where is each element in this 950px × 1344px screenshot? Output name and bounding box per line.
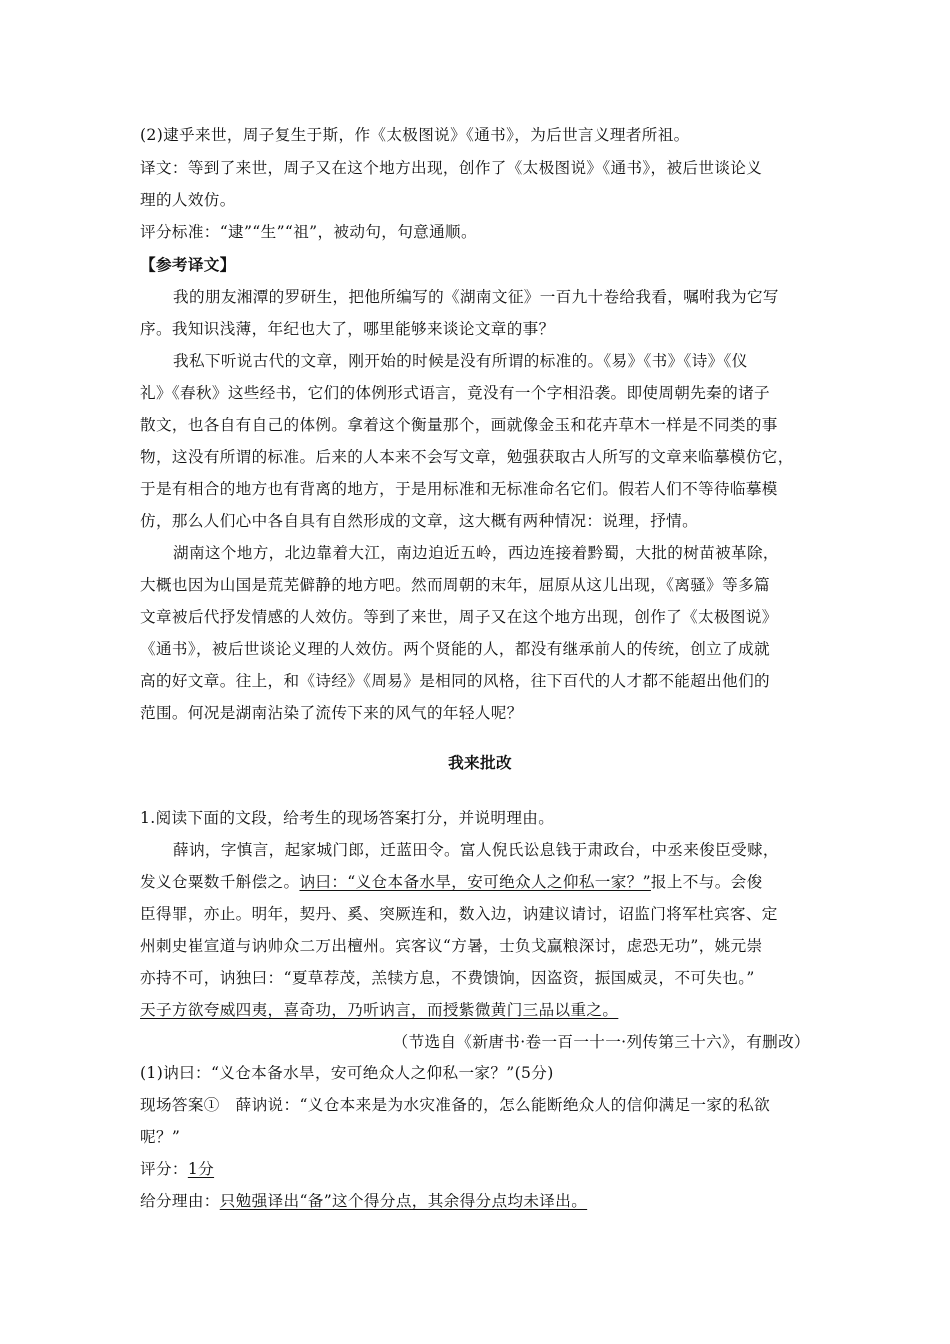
score-value: 1分 [187,1160,215,1178]
reference-p3-line: 高的好文章。往上，和《诗经》《周易》是相同的风格，往下百代的人才都不能超出他们的 [140,672,770,690]
score-line [140,1159,820,1179]
reason-line [140,1191,820,1211]
exercise-question: 1.阅读下面的文段，给考生的现场答案打分，并说明理由。 [140,809,555,827]
reference-p3-line: 《通书》，被后世谈论义理的人效仿。两个贤能的人，都没有继承前人的传统，创立了成就 [140,640,770,658]
student-answer-line-2: 呢？” [140,1128,181,1146]
student-answer-line-1: 现场答案① 薛讷说：“义仓本来是为水灾准备的，怎么能断绝众人的信仰满足一家的私欲 [140,1096,771,1114]
reference-p2-line: 礼》《春秋》这些经书，它们的体例形式语言，竟没有一个字相沿袭。即使周朝先秦的诸子 [140,384,770,402]
reference-p2-line: 散文，也各自有自己的体例。拿着这个衡量那个，画就像金玉和花卉草木一样是不同类的事 [140,416,778,434]
reference-p3-line: 范围。何况是湖南沾染了流传下来的风气的年轻人呢？ [140,704,523,722]
score-label: 评分： [140,1160,188,1178]
sub-question: (1)讷曰：“义仓本备水旱，安可绝众人之仰私一家？”(5分) [140,1064,554,1082]
passage-line: 臣得罪，亦止。明年，契丹、奚、突厥连和，数入边，讷建议请讨，诏监门将军杜宾客、定 [140,905,778,923]
reason-value: 只勉强译出“备”这个得分点，其余得分点均未译出。 [219,1192,588,1210]
reference-p1-line: 序。我知识浅薄，年纪也大了，哪里能够来谈论文章的事？ [140,320,555,338]
passage-line [140,872,820,892]
part2-translation-line-1: 译文：等到了来世，周子又在这个地方出现，创作了《太极图说》《通书》，被后世谈论义 [140,159,763,177]
passage-line: 薛讷，字慎言，起家城门郎，迁蓝田令。富人倪氏讼息钱于肃政台，中丞来俊臣受赇， [173,841,779,859]
part2-criteria: 评分标准：“逮”“生”“祖”，被动句，句意通顺。 [140,223,477,241]
section-title: 我来批改 [448,753,512,772]
reference-p3-line: 文章被后代抒发情感的人效仿。等到了来世，周子又在这个地方出现，创作了《太极图说》 [140,608,778,626]
reference-heading: 【参考译文】 [140,255,236,274]
reference-p3-line: 大概也因为山国是荒芜僻静的地方吧。然而周朝的末年，屈原从这儿出现，《离骚》等多篇 [140,576,770,594]
reference-p2-line: 于是有相合的地方也有背离的地方，于是用标准和无标准命名它们。假若人们不等待临摹模 [140,480,778,498]
part2-question: (2)逮乎来世，周子复生于斯，作《太极图说》《通书》，为后世言义理者所祖。 [140,126,690,144]
passage-text: 发义仓粟数千斛偿之。 [140,873,300,891]
part2-translation-line-2: 理的人效仿。 [140,191,236,209]
underlined-sentence: 讷曰：“义仓本备水旱，安可绝众人之仰私一家？” [299,873,651,891]
reference-p2-line: 物，这没有所谓的标准。后来的人本来不会写文章，勉强获取古人所写的文章来临摹模仿它， [140,448,794,466]
reference-p1-line: 我的朋友湘潭的罗研生，把他所编写的《湖南文征》一百九十卷给我看，嘱咐我为它写 [173,288,779,306]
passage-source: （节选自《新唐书·卷一百一十一·列传第三十六》，有删改） [392,1033,810,1051]
underlined-sentence: 天子方欲夸威四夷，喜奇功，乃听讷言，而授紫微黄门三品以重之。 [140,1001,619,1019]
passage-line: 亦持不可，讷独曰：“夏草荐茂，羔犊方息，不费馈饷，因盗资，振国威灵，不可失也。” [140,969,755,987]
passage-line: 州刺史崔宣道与讷帅众二万出檀州。宾客议“方暑，士负戈赢粮深讨，虑恐无功”，姚元崇 [140,937,763,955]
reference-p2-line: 我私下听说古代的文章，刚开始的时候是没有所谓的标准的。《易》《书》《诗》《仪 [173,352,748,370]
reference-p2-line: 仿，那么人们心中各自具有自然形成的文章，这大概有两种情况：说理，抒情。 [140,512,699,530]
reason-label: 给分理由： [140,1192,220,1210]
passage-text: 报上不与。会俊 [650,873,763,891]
reference-p3-line: 湖南这个地方，北边靠着大江，南边迫近五岭，西边连接着黔蜀，大批的树苗被革除， [173,544,779,562]
